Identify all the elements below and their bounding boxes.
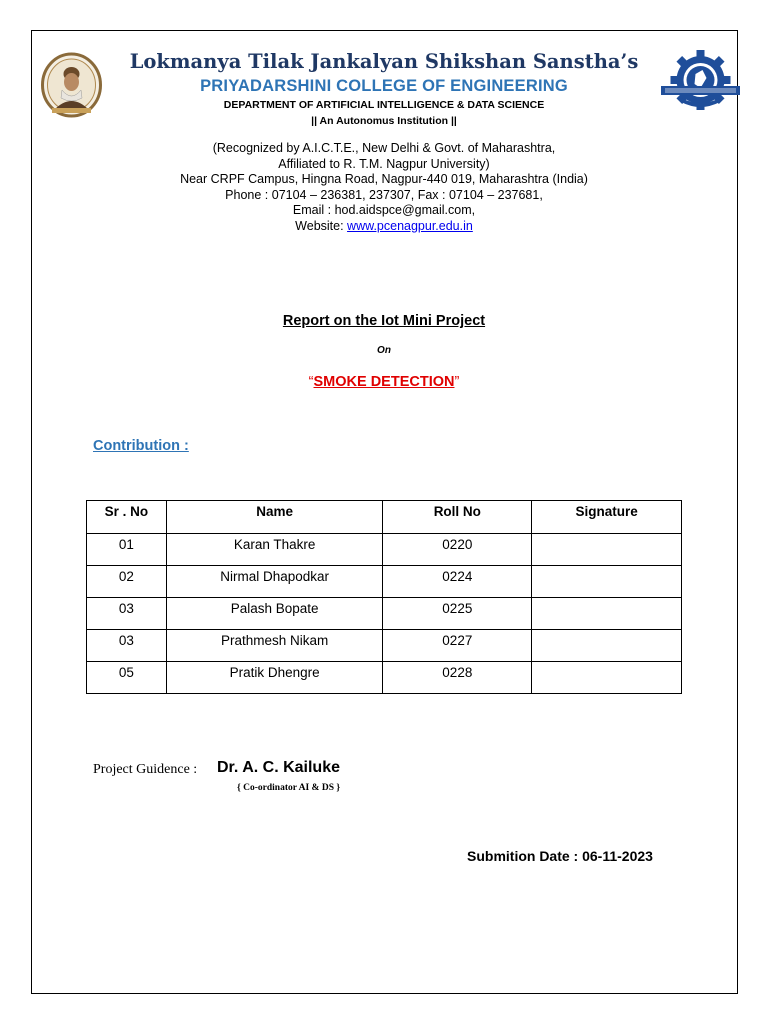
quote-close: ” <box>454 374 460 390</box>
trust-name: Lokmanya Tilak Jankalyan Shikshan Sanstha’s <box>129 50 639 73</box>
project-guide-name: Dr. A. C. Kailuke <box>217 759 340 776</box>
address-line: Email : hod.aidspce@gmail.com, <box>292 203 476 217</box>
contribution-table <box>86 500 682 694</box>
on-label: On <box>377 345 391 356</box>
cell-signature <box>532 566 682 598</box>
cell-roll-no: 0228 <box>383 662 532 694</box>
cell-name: Nirmal Dhapodkar <box>166 566 383 598</box>
project-name: SMOKE DETECTION <box>313 374 455 390</box>
cell-roll-no: 0227 <box>383 630 532 662</box>
address-block <box>0 141 768 234</box>
report-title: Report on the Iot Mini Project <box>282 313 486 329</box>
website-label: Website: <box>295 218 348 233</box>
address-line: Near CRPF Campus, Hingna Road, Nagpur-440 019, Maharashtra (India) <box>180 172 588 186</box>
cell-sr-no: 02 <box>87 566 167 598</box>
quote-open: “ <box>308 374 314 390</box>
project-title <box>0 374 768 390</box>
column-header-name: Name <box>166 501 383 534</box>
cell-sr-no: 03 <box>87 598 167 630</box>
table-row <box>87 662 682 694</box>
cell-signature <box>532 630 682 662</box>
cell-roll-no: 0225 <box>383 598 532 630</box>
autonomous-status: || An Autonomus Institution || <box>311 115 457 127</box>
cell-sr-no: 03 <box>87 630 167 662</box>
cell-roll-no: 0220 <box>383 534 532 566</box>
address-line: (Recognized by A.I.C.T.E., New Delhi & Govt. of Maharashtra, <box>212 141 556 155</box>
project-guide-label: Project Guidence : <box>93 762 198 777</box>
cell-roll-no: 0224 <box>383 566 532 598</box>
table-header-row <box>87 501 682 534</box>
cell-name: Pratik Dhengre <box>166 662 383 694</box>
table-row <box>87 598 682 630</box>
column-header-sr-no: Sr . No <box>87 501 167 534</box>
cell-name: Karan Thakre <box>166 534 383 566</box>
cell-sr-no: 01 <box>87 534 167 566</box>
cell-signature <box>532 662 682 694</box>
contribution-heading: Contribution : <box>93 438 189 454</box>
cell-signature <box>532 534 682 566</box>
table-row <box>87 630 682 662</box>
college-name: PRIYADARSHINI COLLEGE OF ENGINEERING <box>200 77 568 95</box>
cell-name: Prathmesh Nikam <box>166 630 383 662</box>
project-guide-role: { Co-ordinator AI & DS } <box>237 783 341 793</box>
submission-date: Submition Date : 06-11-2023 <box>467 848 653 864</box>
address-line: Affiliated to R. T.M. Nagpur University) <box>278 156 490 171</box>
column-header-signature: Signature <box>532 501 682 534</box>
cell-signature <box>532 598 682 630</box>
column-header-roll-no: Roll No <box>383 501 532 534</box>
address-line: Phone : 07104 – 236381, 237307, Fax : 07104 – 237681, <box>225 187 543 202</box>
website-line <box>0 219 768 235</box>
cell-name: Palash Bopate <box>166 598 383 630</box>
table-row <box>87 566 682 598</box>
cell-sr-no: 05 <box>87 662 167 694</box>
department-name: DEPARTMENT OF ARTIFICIAL INTELLIGENCE & DATA SCIENCE <box>223 99 545 111</box>
table-row <box>87 534 682 566</box>
website-link[interactable]: www.pcenagpur.edu.in <box>347 218 473 233</box>
